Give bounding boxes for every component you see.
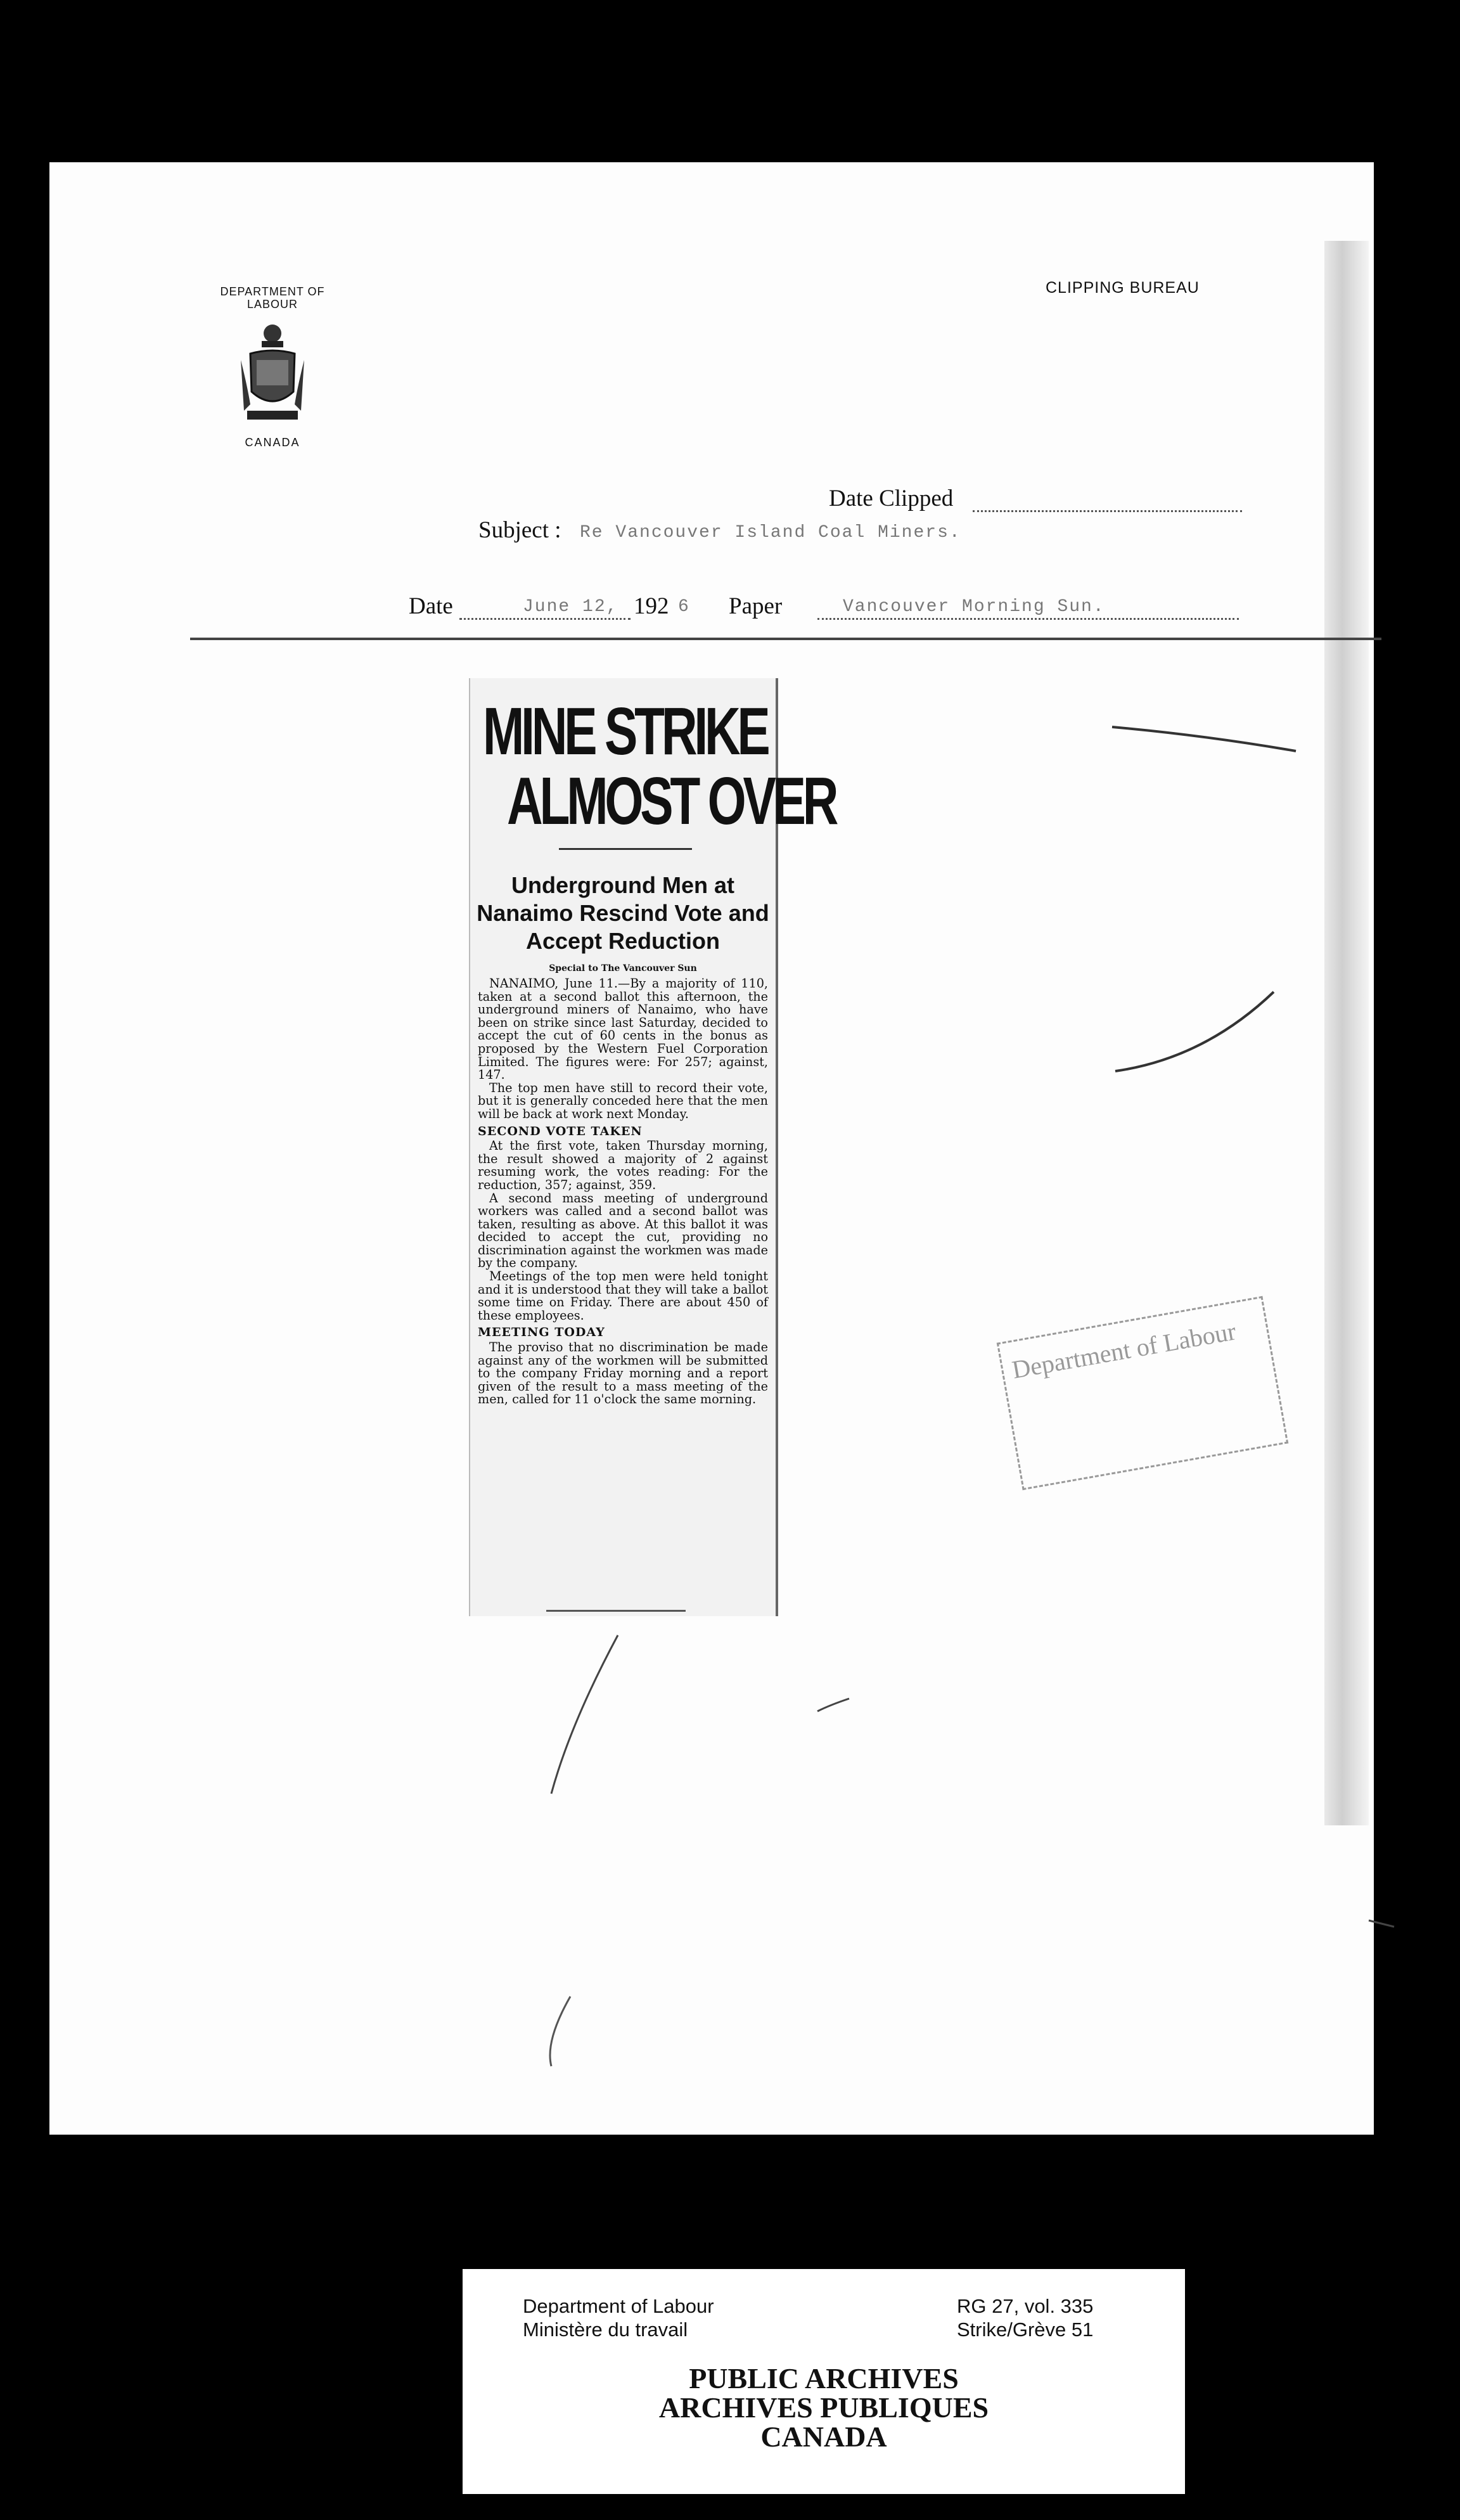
clipping-bureau-title: CLIPPING BUREAU [1046,279,1200,297]
archive-line-fr: ARCHIVES PUBLIQUES [658,2391,989,2424]
paper-value: Vancouver Morning Sun. [843,597,1105,617]
section-heading: MEETING TODAY [478,1325,605,1340]
section-heading: SECOND VOTE TAKEN [478,1124,643,1138]
paper-label: Paper [729,593,783,619]
headline-rule [559,848,692,850]
date-label: Date [409,593,453,619]
date-clipped-line [973,510,1242,512]
card-department-en: Department of Labour [523,2295,714,2317]
paper-line [817,618,1239,620]
date-clipped-label: Date Clipped [829,485,954,511]
archive-line-country: CANADA [760,2420,887,2453]
coat-of-arms-icon [238,322,307,430]
year-value: 6 [678,597,690,617]
card-department-fr: Ministère du travail [523,2318,688,2341]
date-line [459,618,631,620]
headline-line2: ALMOST OVER [507,764,836,839]
article-body [478,977,768,1406]
article-paragraph: At the first vote, taken Thursday morning, the result showed a majority of 2 against resuming work, the votes reading: For the reduction, 357; against, 359. [478,1138,768,1192]
department-line2: LABOUR [247,298,298,311]
article-end-rule [546,1610,686,1612]
archive-label-card [463,2269,1185,2494]
newspaper-clipping [469,678,836,1616]
archive-title [463,2364,1185,2452]
article-paragraph: Meetings of the top men were held tonight and it is understood that they will take a ballot some time on Friday. There are about 450 of these employees. [478,1269,768,1323]
archive-line-en: PUBLIC ARCHIVES [689,2362,959,2395]
header-divider [190,638,1381,640]
department-line1: DEPARTMENT OF [220,285,325,298]
stamp-text: Department of Labour [1009,1316,1238,1384]
date-value: June 12, [523,597,618,617]
department-country: CANADA [245,436,300,449]
headline-line1: MINE STRIKE [483,694,767,769]
year-prefix: 192 [634,593,669,619]
article-paragraph: NANAIMO, June 11.—By a majority of 110, taken at a second ballot this afternoon, the underground miners of Nanaimo, who have been on strike since last Saturday, decided to accept the cut of 60 cents in the bonus as proposed by the Western Fuel Corporation Limited. The figures were: For 257; against, 147. [478,976,768,1083]
subheadline: Underground Men at Nanaimo Rescind Vote and Accept Reduction [477,872,769,954]
card-strike-number: Strike/Grève 51 [957,2318,1094,2341]
card-right-column [957,2294,1093,2341]
article-paragraph: A second mass meeting of underground workers was called and a second ballot was taken, resulting as above. At this ballot it was decided to accept the cut, providing no discrimination against the workmen was made by the company. [478,1190,768,1271]
article-paragraph: The proviso that no discrimination be made against any of the workmen will be submitted to the company Friday morning and a report given of the result to a mass meeting of the men, called for 11 o'clock the same morning. [478,1340,768,1407]
article-paragraph: The top men have still to record their vote, but it is generally conceded here that the men will be back at work next Monday. [478,1080,768,1121]
sheet-edge-shadow [1324,241,1369,1825]
subject-value: Re Vancouver Island Coal Miners. [580,523,961,543]
department-crest-block [190,285,355,449]
subject-label: Subject : [478,517,561,543]
card-record-group: RG 27, vol. 335 [957,2295,1094,2317]
card-left-column [523,2294,714,2341]
byline: Special to The Vancouver Sun [549,963,697,974]
